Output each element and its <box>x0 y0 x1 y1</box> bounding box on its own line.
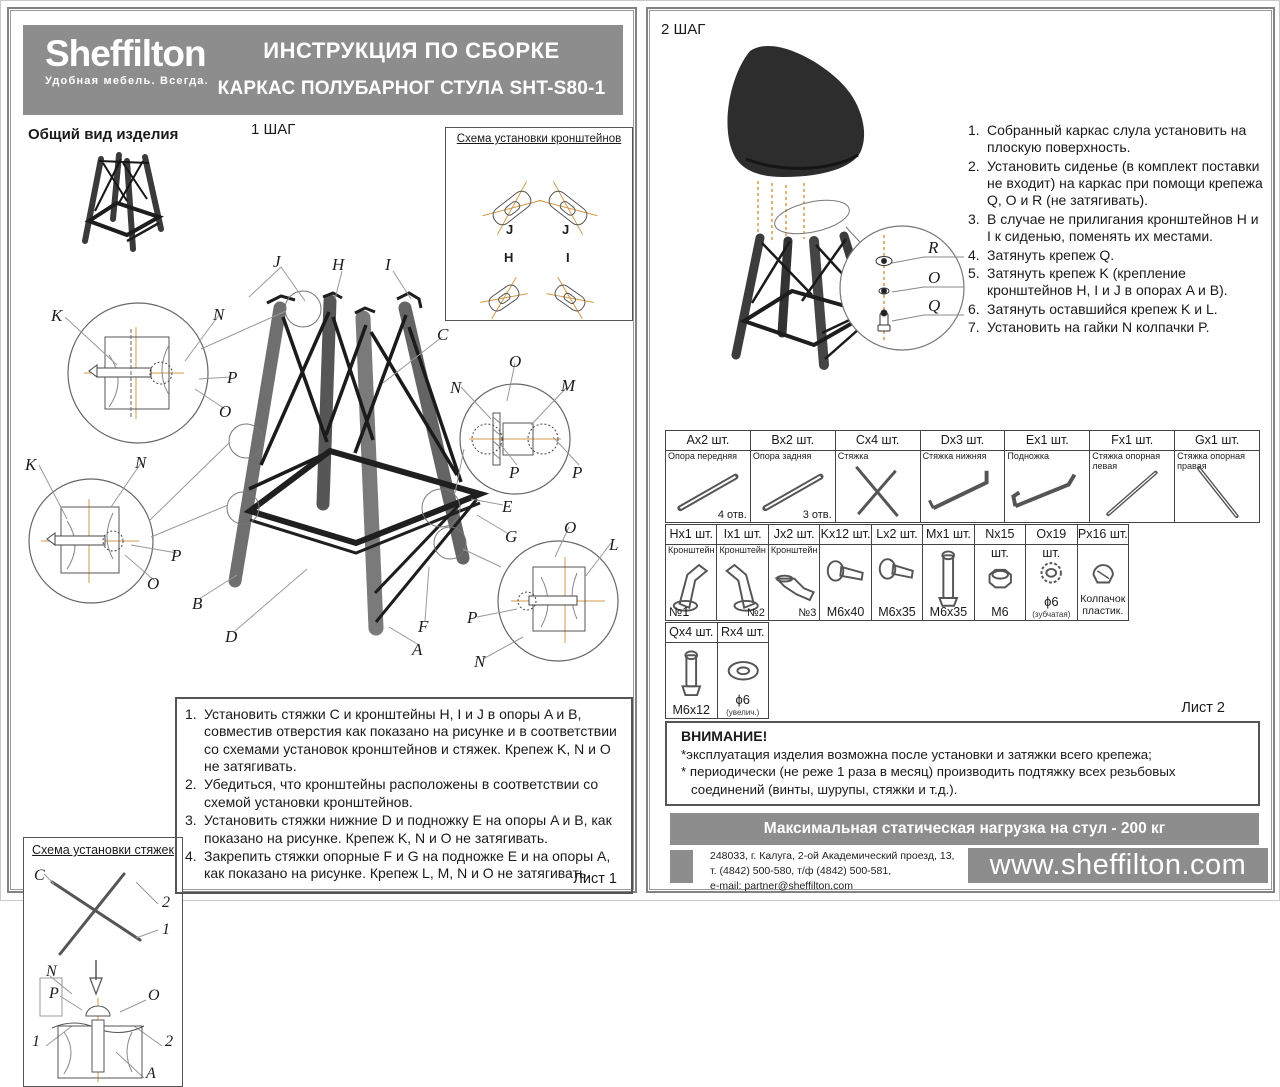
diagram-label-N: N <box>213 305 225 324</box>
doc-subtitle: КАРКАС ПОЛУБАРНОГ СТУЛА SHT-S80-1 <box>217 78 606 99</box>
step2-list <box>968 122 1266 337</box>
part-cell-G: Gx1 шт. Стяжка опорная правая <box>1175 431 1260 522</box>
step1-item: Установить стяжки C и кронштейны H, I и J в опоры A и B, совместив отверстия как показано на рисунке и в соответствии со схемами установок кронштейнов и стяжек. Крепеж K, N и O не затягивать. <box>204 706 617 775</box>
diagram-label-P: P <box>227 368 238 387</box>
diagram-label-1: 1 <box>32 1033 40 1050</box>
chair-photo <box>662 33 974 369</box>
diagram-label-O: O <box>148 987 160 1004</box>
attention-line: * периодически (не реже 1 раза в месяц) производить подтяжку всех резьбовых <box>681 764 1176 780</box>
diagram-label-C: C <box>34 867 45 884</box>
chair-drawing <box>662 33 974 369</box>
address-line: т. (4842) 500-580, т/ф (4842) 500-581, <box>710 865 892 878</box>
overview-title: Общий вид изделия <box>28 126 179 143</box>
diagram-label-K: K <box>51 306 63 325</box>
diagram-label-N: N <box>135 453 147 472</box>
diagram-label-N: N <box>450 378 462 397</box>
part-icon-lower-tie <box>921 451 1005 522</box>
max-load-banner: Максимальная статическая нагрузка на стул - 200 кг <box>670 813 1259 845</box>
diagram-label-2: 2 <box>162 894 170 911</box>
header-titles <box>208 38 615 100</box>
diagram-label-K: K <box>25 455 37 474</box>
part-cell-N: Nx15 шт. M6 <box>975 525 1026 620</box>
step1-list <box>185 706 621 883</box>
part-cell-P: Px16 шт. Колпачок пластик. <box>1078 525 1129 620</box>
step2-item: Собранный каркас слула установить на плоскую поверхность. <box>987 122 1247 156</box>
diagram-label-1: 1 <box>162 921 170 938</box>
part-icon-support-tie-right <box>1175 451 1259 522</box>
part-cell-E: Ex1 шт. Подножка <box>1005 431 1090 522</box>
step2-item: Затянуть крепеж Q. <box>987 246 1115 263</box>
address-line: e-mail: partner@sheffilton.com <box>710 880 853 893</box>
diagram-label-H: H <box>504 250 514 265</box>
doc-title: ИНСТРУКЦИЯ ПО СБОРКЕ <box>263 38 560 63</box>
footer-logo-square <box>670 850 693 883</box>
diagram-label-H: H <box>332 255 345 274</box>
diagram-label-N: N <box>46 963 57 980</box>
part-cell-L: Lx2 шт. M6x35 <box>872 525 923 620</box>
parts-table-seat-fasteners <box>665 622 769 719</box>
step2-item: Затянуть оставшийся крепеж K и L. <box>987 300 1218 317</box>
diagram-label-P: P <box>171 546 182 565</box>
diagram-label-P: P <box>572 463 583 482</box>
step1-instructions <box>175 697 633 894</box>
assembly-diagram <box>9 237 637 699</box>
brand-tagline: Удобная мебель. Всегда. <box>45 75 209 87</box>
diagram-label-Q: Q <box>928 296 941 315</box>
step1-item: Убедиться, что кронштейны расположены в соответствии со схемой установки кронштейнов. <box>204 776 599 810</box>
part-cell-M: Mx1 шт. M6x35 <box>923 525 974 620</box>
part-icon-support-tie-left <box>1090 451 1174 522</box>
sheet-1-label: Лист 1 <box>573 871 617 887</box>
attention-line: соединений (винты, шурупы, стяжки и т.д.). <box>691 781 958 797</box>
brand-logo <box>45 35 209 87</box>
diagram-label-P: P <box>509 463 520 482</box>
step1-item: Установить стяжки нижние D и подножку E на опоры A и B, как показано на рисунке. Крепеж K, N и O не затягивать. <box>204 812 612 846</box>
diagram-label-2: 2 <box>165 1033 173 1050</box>
diagram-label-A: A <box>412 640 423 659</box>
step2-title: 2 ШАГ <box>661 21 706 38</box>
diagram-label-P: P <box>49 985 59 1002</box>
diagram-label-M: M <box>561 376 576 395</box>
part-cell-B: Bx2 шт. Опора задняя 3 отв. <box>751 431 836 522</box>
part-icon-footrest <box>1005 451 1089 522</box>
diagram-label-O: O <box>928 268 941 287</box>
step2-item: Установить сиденье (в комплект поставки не входит) на каркас при помощи крепежа Q, O и R (не затягивать). <box>987 157 1263 209</box>
diagram-label-P: P <box>467 608 478 627</box>
part-cell-I: Ix1 шт. Кронштейн №2 <box>717 525 768 620</box>
part-cell-Q: Qx4 шт. M6x12 <box>666 623 718 718</box>
address-line: 248033, г. Калуга, 2-ой Академический проезд, 13, <box>710 850 955 862</box>
diagram-label-D: D <box>225 627 238 646</box>
diagram-label-L: L <box>609 535 619 554</box>
parts-table-main <box>665 430 1260 523</box>
part-cell-R: Rx4 шт. ϕ6 (увелич.) <box>718 623 770 718</box>
diagram-label-G: G <box>505 527 518 546</box>
parts-table-fasteners <box>665 524 1129 621</box>
assembly-diagram-layers <box>9 237 637 699</box>
step2-item: Затянуть крепеж K (крепление кронштейнов H, I и J в опорах A и B). <box>987 264 1228 299</box>
diagram-label-C: C <box>437 325 449 344</box>
diagram-label-J: J <box>273 252 281 271</box>
diagram-label-O: O <box>219 402 232 421</box>
attention-box <box>665 721 1260 806</box>
part-cell-J: Jx2 шт. Кронштейн №3 <box>769 525 820 620</box>
footer-address <box>710 849 954 895</box>
diagram-label-I: I <box>385 255 391 274</box>
diagram-label-N: N <box>474 652 486 671</box>
step2-item: Установить на гайки N колпачки P. <box>987 318 1210 335</box>
part-icon-tie-cross <box>836 451 920 522</box>
step1-title: 1 ШАГ <box>251 121 296 138</box>
diagram-label-O: O <box>509 352 522 371</box>
tie-scheme-title: Схема установки стяжек <box>32 843 174 857</box>
diagram-label-O: O <box>147 574 160 593</box>
brand-name: Sheffilton <box>45 33 206 74</box>
attention-title: ВНИМАНИЕ! <box>681 728 768 744</box>
step1-item: Закрепить стяжки опорные F и G на подножке E и на опоры A, как показано на рисунке. Крепеж L, M, N и O не затягивать. <box>204 847 611 882</box>
page-2 <box>646 7 1275 893</box>
diagram-label-B: B <box>192 594 203 613</box>
part-cell-C: Cx4 шт. Стяжка <box>836 431 921 522</box>
part-cell-A: Ax2 шт. Опора передняя 4 отв. <box>666 431 751 522</box>
tie-scheme-box <box>23 837 183 1087</box>
diagram-label-J: J <box>562 222 570 237</box>
diagram-label-O: O <box>564 518 577 537</box>
part-cell-F: Fx1 шт. Стяжка опорная левая <box>1090 431 1175 522</box>
diagram-label-E: E <box>502 497 513 516</box>
part-cell-H: Hx1 шт. Кронштейн №1 <box>666 525 717 620</box>
sheet-2-label: Лист 2 <box>1181 700 1225 716</box>
diagram-label-J: J <box>506 222 514 237</box>
bracket-scheme-title: Схема установки кронштейнов <box>456 133 622 145</box>
part-cell-D: Dx3 шт. Стяжка нижняя <box>921 431 1006 522</box>
part-cell-O: Ox19 шт. ϕ6 (зубчатая) <box>1026 525 1077 620</box>
part-cell-K: Kx12 шт. M6x40 <box>820 527 871 619</box>
website-banner: www.sheffilton.com <box>968 848 1268 883</box>
attention-line: *эксплуатация изделия возможна после установки и затяжки всего крепежа; <box>681 747 1152 762</box>
page-1 <box>7 7 637 1082</box>
step2-item: В случае не прилигания кронштейнов H и I к сиденью, поменять их местами. <box>987 210 1259 245</box>
diagram-label-I: I <box>566 250 570 265</box>
diagram-label-F: F <box>418 617 429 636</box>
header-banner <box>23 25 623 115</box>
diagram-label-R: R <box>928 238 939 257</box>
diagram-label-A: A <box>146 1065 156 1082</box>
